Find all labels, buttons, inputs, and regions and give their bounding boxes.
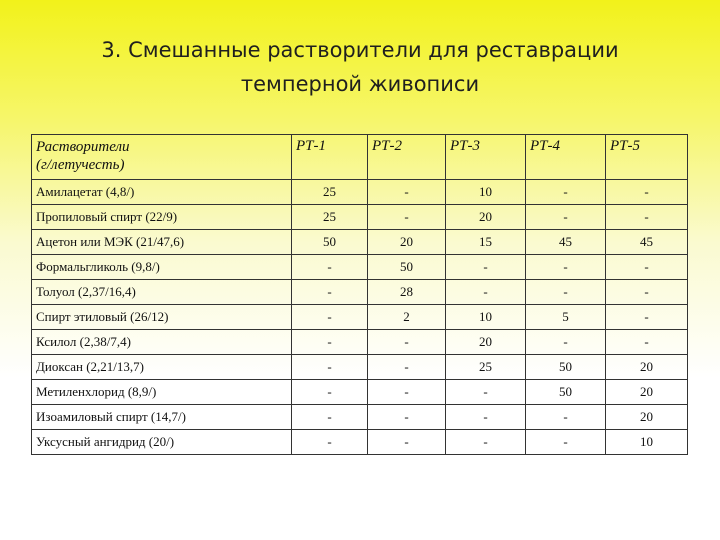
rt-3-value-cell: - bbox=[446, 380, 526, 405]
table-row bbox=[32, 255, 688, 280]
rt-4-value-cell: 50 bbox=[526, 355, 606, 380]
rt-5-value-cell: - bbox=[606, 255, 688, 280]
rt-2-value-cell: 50 bbox=[368, 255, 446, 280]
solvent-name-cell: Пропиловый спирт (22/9) bbox=[32, 205, 292, 230]
rt-1-value-cell: 25 bbox=[292, 180, 368, 205]
header-rt-3: РТ-3 bbox=[446, 135, 526, 180]
rt-2-value-cell: - bbox=[368, 430, 446, 455]
rt-3-value-cell: 20 bbox=[446, 205, 526, 230]
table-row bbox=[32, 280, 688, 305]
table-row bbox=[32, 405, 688, 430]
rt-4-value-cell: - bbox=[526, 405, 606, 430]
rt-4-value-cell: - bbox=[526, 430, 606, 455]
table-row bbox=[32, 305, 688, 330]
header-rt-1: РТ-1 bbox=[292, 135, 368, 180]
header-solvents-line-1: Растворители bbox=[36, 139, 130, 155]
rt-5-value-cell: 20 bbox=[606, 355, 688, 380]
rt-2-value-cell: - bbox=[368, 180, 446, 205]
rt-4-value-cell: - bbox=[526, 180, 606, 205]
rt-5-value-cell: 20 bbox=[606, 405, 688, 430]
rt-2-value-cell: - bbox=[368, 330, 446, 355]
table-row bbox=[32, 430, 688, 455]
solvent-name-cell: Формальгликоль (9,8/) bbox=[32, 255, 292, 280]
solvent-name-cell: Уксусный ангидрид (20/) bbox=[32, 430, 292, 455]
header-rt-2: РТ-2 bbox=[368, 135, 446, 180]
solvent-table bbox=[31, 134, 688, 455]
table-header-row bbox=[32, 135, 688, 180]
rt-4-value-cell: - bbox=[526, 255, 606, 280]
rt-1-value-cell: - bbox=[292, 380, 368, 405]
rt-5-value-cell: 45 bbox=[606, 230, 688, 255]
rt-3-value-cell: 10 bbox=[446, 305, 526, 330]
rt-3-value-cell: - bbox=[446, 430, 526, 455]
rt-5-value-cell: 10 bbox=[606, 430, 688, 455]
table-row bbox=[32, 380, 688, 405]
solvent-name-cell: Изоамиловый спирт (14,7/) bbox=[32, 405, 292, 430]
rt-4-value-cell: 45 bbox=[526, 230, 606, 255]
rt-5-value-cell: - bbox=[606, 205, 688, 230]
table-row bbox=[32, 330, 688, 355]
table-row bbox=[32, 355, 688, 380]
solvent-name-cell: Диоксан (2,21/13,7) bbox=[32, 355, 292, 380]
rt-5-value-cell: - bbox=[606, 330, 688, 355]
rt-5-value-cell: - bbox=[606, 280, 688, 305]
rt-3-value-cell: - bbox=[446, 255, 526, 280]
rt-4-value-cell: 5 bbox=[526, 305, 606, 330]
rt-2-value-cell: 2 bbox=[368, 305, 446, 330]
rt-1-value-cell: 25 bbox=[292, 205, 368, 230]
rt-2-value-cell: - bbox=[368, 380, 446, 405]
slide-title-line-2: темперной живописи bbox=[240, 72, 480, 96]
solvent-name-cell: Амилацетат (4,8/) bbox=[32, 180, 292, 205]
rt-1-value-cell: - bbox=[292, 355, 368, 380]
slide-title bbox=[0, 33, 720, 101]
rt-5-value-cell: 20 bbox=[606, 380, 688, 405]
solvent-name-cell: Ацетон или МЭК (21/47,6) bbox=[32, 230, 292, 255]
rt-1-value-cell: - bbox=[292, 330, 368, 355]
header-rt-5: РТ-5 bbox=[606, 135, 688, 180]
rt-2-value-cell: 20 bbox=[368, 230, 446, 255]
rt-5-value-cell: - bbox=[606, 180, 688, 205]
rt-4-value-cell: 50 bbox=[526, 380, 606, 405]
rt-1-value-cell: - bbox=[292, 305, 368, 330]
rt-1-value-cell: 50 bbox=[292, 230, 368, 255]
rt-3-value-cell: 10 bbox=[446, 180, 526, 205]
rt-2-value-cell: - bbox=[368, 205, 446, 230]
header-solvents-line-2: (г/летучесть) bbox=[36, 157, 125, 173]
rt-1-value-cell: - bbox=[292, 280, 368, 305]
rt-2-value-cell: 28 bbox=[368, 280, 446, 305]
header-solvents bbox=[32, 135, 292, 180]
table-row bbox=[32, 205, 688, 230]
solvent-name-cell: Ксилол (2,38/7,4) bbox=[32, 330, 292, 355]
rt-4-value-cell: - bbox=[526, 280, 606, 305]
rt-2-value-cell: - bbox=[368, 355, 446, 380]
table-body bbox=[32, 180, 688, 455]
rt-4-value-cell: - bbox=[526, 330, 606, 355]
rt-3-value-cell: 15 bbox=[446, 230, 526, 255]
rt-1-value-cell: - bbox=[292, 405, 368, 430]
rt-2-value-cell: - bbox=[368, 405, 446, 430]
rt-1-value-cell: - bbox=[292, 255, 368, 280]
slide-title-line-1: 3. Смешанные растворители для реставрации bbox=[101, 38, 619, 62]
rt-5-value-cell: - bbox=[606, 305, 688, 330]
table-row bbox=[32, 180, 688, 205]
solvent-name-cell: Толуол (2,37/16,4) bbox=[32, 280, 292, 305]
rt-4-value-cell: - bbox=[526, 205, 606, 230]
rt-1-value-cell: - bbox=[292, 430, 368, 455]
header-rt-4: РТ-4 bbox=[526, 135, 606, 180]
rt-3-value-cell: - bbox=[446, 280, 526, 305]
rt-3-value-cell: 20 bbox=[446, 330, 526, 355]
table-row bbox=[32, 230, 688, 255]
rt-3-value-cell: - bbox=[446, 405, 526, 430]
solvent-name-cell: Спирт этиловый (26/12) bbox=[32, 305, 292, 330]
rt-3-value-cell: 25 bbox=[446, 355, 526, 380]
solvent-name-cell: Метиленхлорид (8,9/) bbox=[32, 380, 292, 405]
